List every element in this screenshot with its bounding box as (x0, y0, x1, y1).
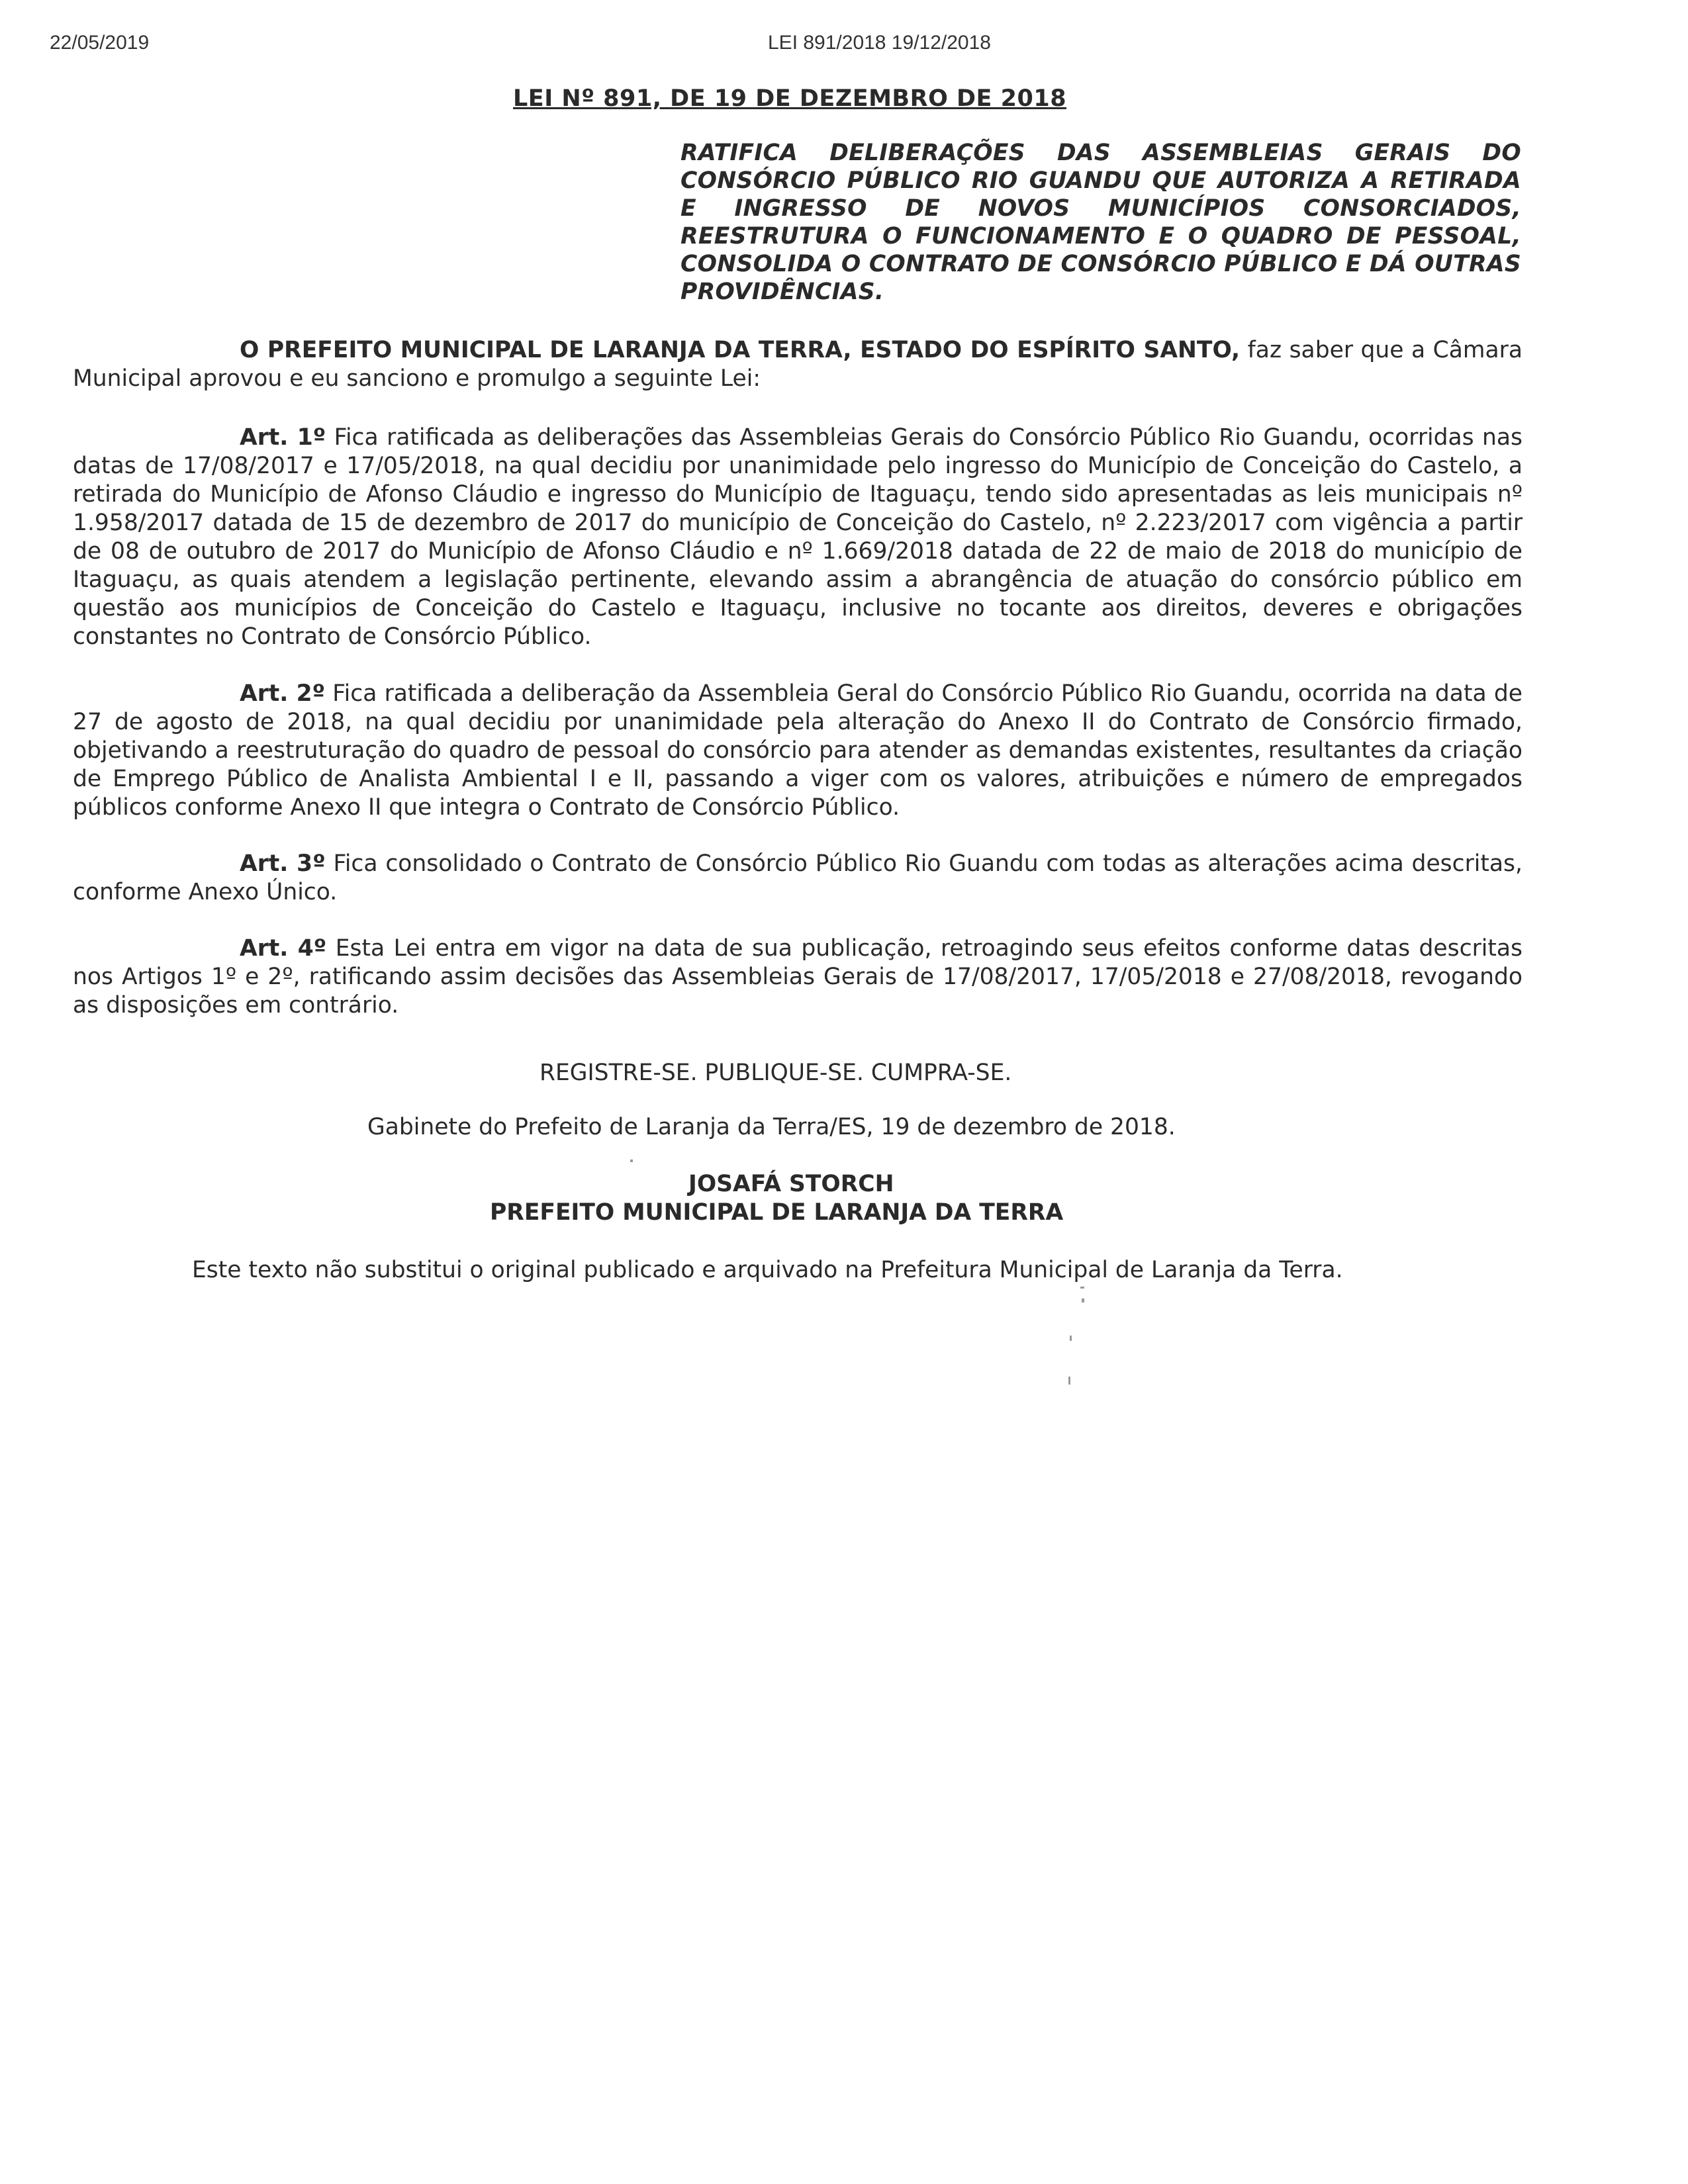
law-title: LEI Nº 891, DE 19 DE DEZEMBRO DE 2018 (513, 85, 1067, 112)
article-1 (73, 424, 1523, 651)
scan-speck (630, 1160, 633, 1162)
place-date-line: Gabinete do Prefeito de Laranja da Terra/ES, 19 de dezembro de 2018. (367, 1114, 1176, 1140)
article-label: Art. 1º (240, 424, 326, 451)
article-text: Esta Lei entra em vigor na data de sua publicação, retroagindo seus efeitos conforme datas descritas nos Artigos 1º e 2º, ratificando assim decisões das Assembleias Gerais de 17/08/2017, 17/05/2018 e 27/08/2018, revogando as disposições em contrário. (73, 935, 1523, 1019)
preamble-authority: O PREFEITO MUNICIPAL DE LARANJA DA TERRA, ESTADO DO ESPÍRITO SANTO, (240, 337, 1241, 363)
scan-speck (1082, 1298, 1084, 1302)
law-summary: RATIFICA DELIBERAÇÕES DAS ASSEMBLEIAS GERAIS DO CONSÓRCIO PÚBLICO RIO GUANDU QUE AUTORIZA A RETIRADA E INGRESSO DE NOVOS MUNICÍPIOS CONSORCIADOS, REESTRUTURA O FUNCIONAMENTO E O QUADRO DE PESSOAL, CONSOLIDA O CONTRATO DE CONSÓRCIO PÚBLICO E DÁ OUTRAS PROVIDÊNCIAS. (680, 140, 1521, 305)
article-label: Art. 2º (240, 680, 326, 707)
article-4 (73, 934, 1523, 1020)
article-text: Fica ratificada as deliberações das Assembleias Gerais do Consórcio Público Rio Guandu, ocorridas nas datas de 17/08/2017 e 17/05/2018, na qual decidiu por unanimidade pelo ingresso do Município de Conceição do Castelo, a retirada do Município de Afonso Cláudio e ingresso do Município de Itaguaçu, tendo sido apresentadas as leis municipais nº 1.958/2017 datada de 15 de dezembro de 2017 do município de Conceição do Castelo, nº 2.223/2017 com vigência a partir de 08 de outubro de 2017 do Município de Afonso Cláudio e nº 1.669/2018 datada de 22 de maio de 2018 do município de Itaguaçu, as quais atendem a legislação pertinente, elevando assim a abrangência de atuação do consórcio público em questão aos municípios de Conceição do Castelo e Itaguaçu, inclusive no tocante aos direitos, deveres e obrigações constantes no Contrato de Consórcio Público. (73, 424, 1523, 650)
article-2 (73, 680, 1523, 822)
scan-speck (1080, 1287, 1084, 1289)
preamble (73, 336, 1523, 393)
print-reference: LEI 891/2018 19/12/2018 (768, 32, 991, 54)
article-label: Art. 3º (240, 850, 326, 877)
article-text: Fica ratificada a deliberação da Assembleia Geral do Consórcio Público Rio Guandu, ocorrida na data de 27 de agosto de 2018, na qual decidiu por unanimidade pela alteração do Anexo II do Contrato de Consórcio firmado, objetivando a reestruturação do quadro de pessoal do consórcio para atender as demandas existentes, resultantes da criação de Emprego Público de Analista Ambiental I e II, passando a viger com os valores, atribuições e número de empregados públicos conforme Anexo II que integra o Contrato de Consórcio Público. (73, 680, 1523, 821)
article-3 (73, 850, 1523, 907)
preamble-text: faz saber que a Câmara Municipal aprovou e eu sanciono e promulgo a seguinte Lei: (73, 337, 1523, 392)
signer-name: JOSAFÁ STORCH (688, 1171, 894, 1197)
print-date: 22/05/2019 (50, 32, 150, 54)
scan-speck (1070, 1336, 1072, 1341)
article-text: Fica consolidado o Contrato de Consórcio Público Rio Guandu com todas as alterações acima descritas, conforme Anexo Único. (73, 850, 1523, 905)
signer-role: PREFEITO MUNICIPAL DE LARANJA DA TERRA (490, 1199, 1064, 1226)
disclaimer: Este texto não substitui o original publicado e arquivado na Prefeitura Municipal de Laranja da Terra. (192, 1257, 1343, 1283)
registre-line: REGISTRE-SE. PUBLIQUE-SE. CUMPRA-SE. (539, 1060, 1012, 1086)
scan-speck (1068, 1377, 1070, 1385)
article-label: Art. 4º (240, 935, 327, 962)
